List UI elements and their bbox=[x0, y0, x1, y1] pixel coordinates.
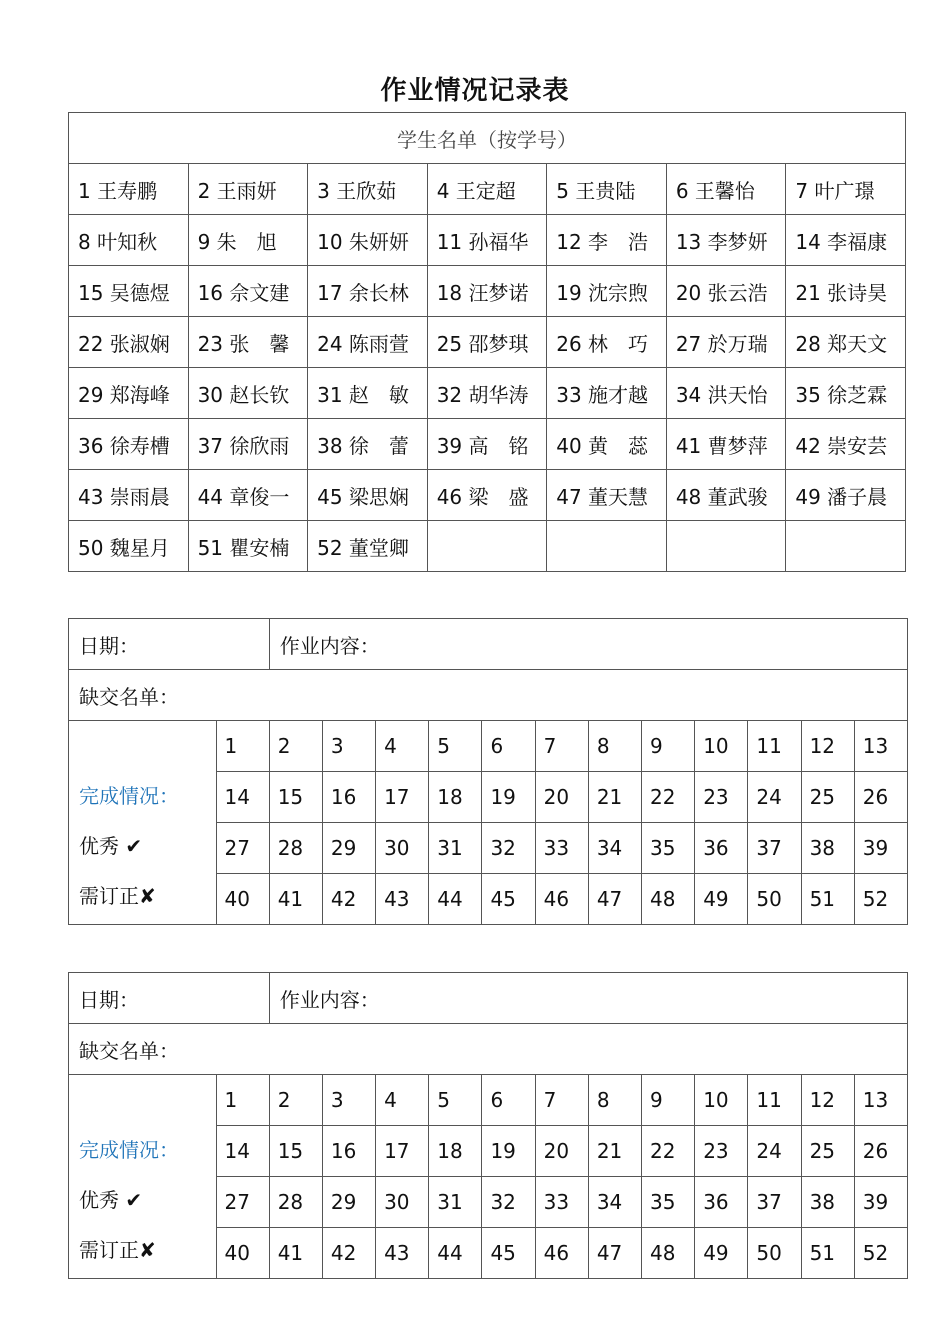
roster-cell bbox=[547, 521, 667, 572]
student-number-cell[interactable]: 1 bbox=[216, 1075, 269, 1126]
student-number-cell[interactable]: 40 bbox=[216, 1228, 269, 1279]
roster-row bbox=[69, 317, 906, 368]
student-number-cell[interactable]: 5 bbox=[429, 721, 482, 772]
roster-cell: 33 施才越 bbox=[547, 368, 667, 419]
student-number-cell[interactable]: 52 bbox=[854, 1228, 907, 1279]
homework-content-field[interactable]: 作业内容： bbox=[269, 619, 907, 670]
roster-cell: 29 郑海峰 bbox=[69, 368, 189, 419]
roster-row bbox=[69, 215, 906, 266]
student-number-cell[interactable]: 33 bbox=[535, 823, 588, 874]
student-number-cell[interactable]: 1 bbox=[216, 721, 269, 772]
roster-cell bbox=[427, 521, 547, 572]
roster-cell: 24 陈雨萱 bbox=[308, 317, 428, 368]
student-number-cell[interactable]: 22 bbox=[642, 772, 695, 823]
student-number-cell[interactable]: 23 bbox=[695, 772, 748, 823]
roster-row bbox=[69, 368, 906, 419]
student-number-cell[interactable]: 37 bbox=[748, 823, 801, 874]
roster-cell: 1 王寿鹏 bbox=[69, 164, 189, 215]
student-number-cell[interactable]: 6 bbox=[482, 721, 535, 772]
student-number-cell[interactable]: 21 bbox=[588, 1126, 641, 1177]
student-number-cell[interactable]: 35 bbox=[642, 1177, 695, 1228]
student-number-cell[interactable]: 25 bbox=[801, 1126, 854, 1177]
student-number-cell[interactable]: 22 bbox=[642, 1126, 695, 1177]
student-number-cell[interactable]: 31 bbox=[429, 823, 482, 874]
student-number-cell[interactable]: 20 bbox=[535, 772, 588, 823]
student-number-cell[interactable]: 19 bbox=[482, 1126, 535, 1177]
student-number-cell[interactable]: 15 bbox=[269, 772, 322, 823]
needs-correction-legend: 需订正✘ bbox=[79, 1238, 156, 1262]
student-number-cell[interactable]: 48 bbox=[642, 1228, 695, 1279]
roster-cell: 15 吴德煜 bbox=[69, 266, 189, 317]
roster-row bbox=[69, 164, 906, 215]
student-number-cell[interactable]: 12 bbox=[801, 721, 854, 772]
student-number-cell[interactable]: 12 bbox=[801, 1075, 854, 1126]
student-number-cell[interactable]: 39 bbox=[854, 1177, 907, 1228]
roster-row bbox=[69, 521, 906, 572]
roster-cell: 31 赵 敏 bbox=[308, 368, 428, 419]
student-number-cell[interactable]: 7 bbox=[535, 721, 588, 772]
roster-cell: 2 王雨妍 bbox=[188, 164, 308, 215]
roster-cell: 43 崇雨晨 bbox=[69, 470, 189, 521]
roster-cell bbox=[666, 521, 786, 572]
student-number-cell[interactable]: 21 bbox=[588, 772, 641, 823]
roster-cell bbox=[786, 521, 906, 572]
completion-status-panel bbox=[69, 1075, 217, 1279]
roster-cell: 13 李梦妍 bbox=[666, 215, 786, 266]
completion-status-title: 完成情况： bbox=[79, 1138, 179, 1162]
roster-cell: 27 於万瑞 bbox=[666, 317, 786, 368]
roster-cell: 5 王贵陆 bbox=[547, 164, 667, 215]
roster-cell: 51 瞿安楠 bbox=[188, 521, 308, 572]
student-number-cell[interactable]: 14 bbox=[216, 1126, 269, 1177]
student-number-cell[interactable]: 27 bbox=[216, 823, 269, 874]
excellent-legend: 优秀 ✔ bbox=[79, 1188, 143, 1212]
roster-cell: 50 魏星月 bbox=[69, 521, 189, 572]
student-number-cell[interactable]: 13 bbox=[854, 1075, 907, 1126]
roster-cell: 25 邵梦琪 bbox=[427, 317, 547, 368]
student-number-cell[interactable]: 4 bbox=[376, 721, 429, 772]
student-number-cell[interactable]: 2 bbox=[269, 721, 322, 772]
roster-cell: 52 董堂卿 bbox=[308, 521, 428, 572]
record-form-1 bbox=[68, 618, 908, 925]
roster-cell: 7 叶广璟 bbox=[786, 164, 906, 215]
student-number-cell[interactable]: 26 bbox=[854, 772, 907, 823]
student-number-cell[interactable]: 45 bbox=[482, 1228, 535, 1279]
roster-cell: 37 徐欣雨 bbox=[188, 419, 308, 470]
roster-cell: 17 余长林 bbox=[308, 266, 428, 317]
student-number-cell[interactable]: 6 bbox=[482, 1075, 535, 1126]
roster-cell: 36 徐寿槽 bbox=[69, 419, 189, 470]
student-number-cell[interactable]: 30 bbox=[376, 823, 429, 874]
student-number-cell[interactable]: 14 bbox=[216, 772, 269, 823]
roster-cell: 28 郑天文 bbox=[786, 317, 906, 368]
roster-cell: 45 梁思娴 bbox=[308, 470, 428, 521]
student-number-cell[interactable]: 42 bbox=[322, 1228, 375, 1279]
completion-status-title: 完成情况： bbox=[79, 784, 179, 808]
student-number-cell[interactable]: 46 bbox=[535, 1228, 588, 1279]
roster-cell: 22 张淑娴 bbox=[69, 317, 189, 368]
completion-status-panel bbox=[69, 721, 217, 925]
roster-cell: 44 章俊一 bbox=[188, 470, 308, 521]
student-number-cell[interactable]: 9 bbox=[642, 721, 695, 772]
student-number-cell[interactable]: 13 bbox=[854, 721, 907, 772]
excellent-legend: 优秀 ✔ bbox=[79, 834, 143, 858]
student-number-cell[interactable]: 39 bbox=[854, 823, 907, 874]
student-number-cell[interactable]: 44 bbox=[429, 874, 482, 925]
student-number-cell[interactable]: 9 bbox=[642, 1075, 695, 1126]
roster-cell: 19 沈宗煦 bbox=[547, 266, 667, 317]
student-number-cell[interactable]: 28 bbox=[269, 823, 322, 874]
student-number-cell[interactable]: 23 bbox=[695, 1126, 748, 1177]
roster-header: 学生名单（按学号） bbox=[69, 113, 906, 164]
student-number-cell[interactable]: 11 bbox=[748, 1075, 801, 1126]
student-number-cell[interactable]: 46 bbox=[535, 874, 588, 925]
student-number-cell[interactable]: 29 bbox=[322, 823, 375, 874]
page-title: 作业情况记录表 bbox=[380, 76, 570, 106]
student-number-cell[interactable]: 37 bbox=[748, 1177, 801, 1228]
student-number-cell[interactable]: 11 bbox=[748, 721, 801, 772]
student-number-cell[interactable]: 24 bbox=[748, 772, 801, 823]
student-number-cell[interactable]: 34 bbox=[588, 1177, 641, 1228]
student-number-cell[interactable]: 30 bbox=[376, 1177, 429, 1228]
absent-list-field[interactable]: 缺交名单： bbox=[69, 1024, 908, 1075]
student-number-cell[interactable]: 18 bbox=[429, 772, 482, 823]
roster-cell: 8 叶知秋 bbox=[69, 215, 189, 266]
student-number-cell[interactable]: 41 bbox=[269, 1228, 322, 1279]
student-number-cell[interactable]: 17 bbox=[376, 1126, 429, 1177]
student-number-cell[interactable]: 49 bbox=[695, 874, 748, 925]
roster-cell: 48 董武骏 bbox=[666, 470, 786, 521]
date-field[interactable]: 日期： bbox=[69, 619, 270, 670]
roster-cell: 3 王欣茹 bbox=[308, 164, 428, 215]
student-number-cell[interactable]: 10 bbox=[695, 721, 748, 772]
roster-cell: 35 徐芝霖 bbox=[786, 368, 906, 419]
roster-cell: 39 高 铭 bbox=[427, 419, 547, 470]
roster-cell: 26 林 巧 bbox=[547, 317, 667, 368]
student-number-cell[interactable]: 52 bbox=[854, 874, 907, 925]
roster-cell: 18 汪梦诺 bbox=[427, 266, 547, 317]
student-number-cell[interactable]: 36 bbox=[695, 1177, 748, 1228]
roster-cell: 23 张 馨 bbox=[188, 317, 308, 368]
roster-cell: 16 佘文建 bbox=[188, 266, 308, 317]
student-number-cell[interactable]: 8 bbox=[588, 1075, 641, 1126]
student-number-cell[interactable]: 48 bbox=[642, 874, 695, 925]
student-number-cell[interactable]: 19 bbox=[482, 772, 535, 823]
roster-cell: 46 梁 盛 bbox=[427, 470, 547, 521]
student-number-cell[interactable]: 8 bbox=[588, 721, 641, 772]
student-number-cell[interactable]: 50 bbox=[748, 1228, 801, 1279]
roster-cell: 21 张诗昊 bbox=[786, 266, 906, 317]
roster-cell: 42 崇安芸 bbox=[786, 419, 906, 470]
record-form-2 bbox=[68, 972, 908, 1279]
student-number-cell[interactable]: 7 bbox=[535, 1075, 588, 1126]
student-number-cell[interactable]: 41 bbox=[269, 874, 322, 925]
student-number-cell[interactable]: 47 bbox=[588, 1228, 641, 1279]
student-number-cell[interactable]: 44 bbox=[429, 1228, 482, 1279]
student-roster-table bbox=[68, 112, 906, 572]
roster-cell: 38 徐 蕾 bbox=[308, 419, 428, 470]
absent-list-field[interactable]: 缺交名单： bbox=[69, 670, 908, 721]
roster-cell: 49 潘子晨 bbox=[786, 470, 906, 521]
homework-content-field[interactable]: 作业内容： bbox=[269, 973, 907, 1024]
roster-cell: 9 朱 旭 bbox=[188, 215, 308, 266]
roster-cell: 12 李 浩 bbox=[547, 215, 667, 266]
student-number-cell[interactable]: 2 bbox=[269, 1075, 322, 1126]
roster-cell: 14 李福康 bbox=[786, 215, 906, 266]
needs-correction-legend: 需订正✘ bbox=[79, 884, 156, 908]
student-number-cell[interactable]: 40 bbox=[216, 874, 269, 925]
roster-cell: 30 赵长钦 bbox=[188, 368, 308, 419]
student-number-cell[interactable]: 24 bbox=[748, 1126, 801, 1177]
student-number-cell[interactable]: 25 bbox=[801, 772, 854, 823]
roster-cell: 41 曹梦萍 bbox=[666, 419, 786, 470]
student-number-cell[interactable]: 17 bbox=[376, 772, 429, 823]
student-number-cell[interactable]: 34 bbox=[588, 823, 641, 874]
roster-cell: 10 朱妍妍 bbox=[308, 215, 428, 266]
student-number-cell[interactable]: 3 bbox=[322, 1075, 375, 1126]
student-number-cell[interactable]: 43 bbox=[376, 1228, 429, 1279]
student-number-cell[interactable]: 50 bbox=[748, 874, 801, 925]
roster-row bbox=[69, 266, 906, 317]
student-number-cell[interactable]: 38 bbox=[801, 823, 854, 874]
student-number-cell[interactable]: 31 bbox=[429, 1177, 482, 1228]
roster-row bbox=[69, 419, 906, 470]
roster-row bbox=[69, 470, 906, 521]
student-number-cell[interactable]: 15 bbox=[269, 1126, 322, 1177]
student-number-cell[interactable]: 28 bbox=[269, 1177, 322, 1228]
student-number-cell[interactable]: 27 bbox=[216, 1177, 269, 1228]
student-number-cell[interactable]: 16 bbox=[322, 1126, 375, 1177]
student-number-cell[interactable]: 38 bbox=[801, 1177, 854, 1228]
blank-line bbox=[79, 1075, 216, 1125]
student-number-cell[interactable]: 16 bbox=[322, 772, 375, 823]
student-number-cell[interactable]: 26 bbox=[854, 1126, 907, 1177]
student-number-cell[interactable]: 43 bbox=[376, 874, 429, 925]
roster-cell: 11 孙福华 bbox=[427, 215, 547, 266]
student-number-cell[interactable]: 32 bbox=[482, 823, 535, 874]
student-number-cell[interactable]: 49 bbox=[695, 1228, 748, 1279]
student-number-cell[interactable]: 5 bbox=[429, 1075, 482, 1126]
roster-cell: 47 董天慧 bbox=[547, 470, 667, 521]
student-number-cell[interactable]: 10 bbox=[695, 1075, 748, 1126]
roster-cell: 20 张云浩 bbox=[666, 266, 786, 317]
roster-cell: 40 黄 蕊 bbox=[547, 419, 667, 470]
roster-cell: 34 洪天怡 bbox=[666, 368, 786, 419]
student-number-cell[interactable]: 42 bbox=[322, 874, 375, 925]
student-number-cell[interactable]: 32 bbox=[482, 1177, 535, 1228]
student-number-cell[interactable]: 45 bbox=[482, 874, 535, 925]
student-number-cell[interactable]: 20 bbox=[535, 1126, 588, 1177]
student-number-cell[interactable]: 36 bbox=[695, 823, 748, 874]
student-number-cell[interactable]: 51 bbox=[801, 874, 854, 925]
blank-line bbox=[79, 721, 216, 771]
student-number-cell[interactable]: 35 bbox=[642, 823, 695, 874]
student-number-cell[interactable]: 47 bbox=[588, 874, 641, 925]
student-number-cell[interactable]: 4 bbox=[376, 1075, 429, 1126]
student-number-cell[interactable]: 33 bbox=[535, 1177, 588, 1228]
student-number-cell[interactable]: 3 bbox=[322, 721, 375, 772]
date-field[interactable]: 日期： bbox=[69, 973, 270, 1024]
roster-cell: 4 王定超 bbox=[427, 164, 547, 215]
roster-cell: 32 胡华涛 bbox=[427, 368, 547, 419]
student-number-cell[interactable]: 18 bbox=[429, 1126, 482, 1177]
student-number-cell[interactable]: 51 bbox=[801, 1228, 854, 1279]
roster-cell: 6 王馨怡 bbox=[666, 164, 786, 215]
student-number-cell[interactable]: 29 bbox=[322, 1177, 375, 1228]
